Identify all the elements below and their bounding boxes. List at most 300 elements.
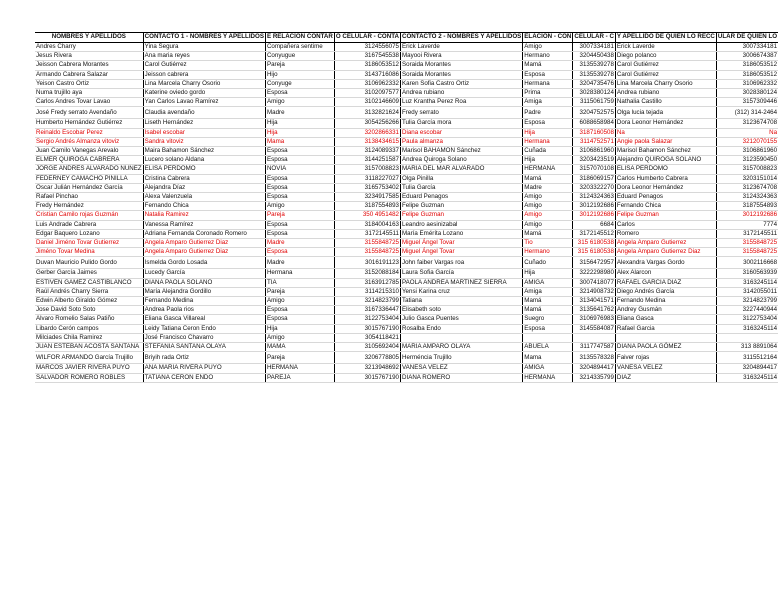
table-cell[interactable]: Madre	[523, 183, 573, 192]
table-cell[interactable]: Hermano	[523, 248, 573, 257]
table-cell[interactable]: Juan Camilo Vanegas Arevalo	[35, 147, 143, 156]
table-cell[interactable]: 3186069157	[573, 174, 616, 183]
table-cell[interactable]: 3106962332	[334, 79, 400, 88]
table-cell[interactable]: Erick Laverde	[401, 43, 523, 52]
table-cell[interactable]: Esposa	[523, 119, 573, 128]
table-cell[interactable]: 3167545538	[334, 52, 400, 61]
table-cell[interactable]: Amigo	[523, 193, 573, 202]
table-cell[interactable]: 3203151014	[716, 174, 778, 183]
table-cell[interactable]: ELISA PERDOMO	[143, 165, 265, 174]
table-cell[interactable]: 3105692404	[334, 343, 400, 352]
table-cell[interactable]	[716, 333, 778, 342]
table-cell[interactable]: Eliana Gasca Villareal	[143, 315, 265, 324]
table-cell[interactable]: Carlos Humberto Cabrera	[615, 174, 716, 183]
table-cell[interactable]: Amiga	[523, 98, 573, 107]
table-cell[interactable]: DIANA PAOLA GÓMEZ	[615, 343, 716, 352]
table-cell[interactable]: Romero	[615, 229, 716, 238]
table-cell[interactable]: Ismelda Gordo Losada	[143, 257, 265, 269]
table-cell[interactable]: Mamá	[523, 306, 573, 315]
table-cell[interactable]: 3204450438	[573, 52, 616, 61]
table-cell[interactable]: Lina Marcela Charry Osorio	[143, 79, 265, 88]
table-cell[interactable]: 3114215310	[334, 287, 400, 296]
table-cell[interactable]: Amigo	[265, 98, 334, 107]
table-cell[interactable]: 3234917585	[334, 193, 400, 202]
column-header[interactable]: NOMBRES Y APELLIDOS	[35, 33, 143, 43]
table-cell[interactable]: Cristian Camilo rojas Guzmán	[35, 211, 143, 220]
table-cell[interactable]: Mama	[523, 352, 573, 364]
table-cell[interactable]: 3124324363	[716, 193, 778, 202]
table-cell[interactable]: 3187554893	[334, 202, 400, 211]
table-cell[interactable]: Madre	[265, 107, 334, 119]
table-cell[interactable]: 3115061759	[573, 98, 616, 107]
table-cell[interactable]: WILFOR ARMANDO García Trujillo	[35, 352, 143, 364]
table-cell[interactable]: DIANA ROMERO	[401, 373, 523, 382]
table-cell[interactable]: 3106861960	[716, 147, 778, 156]
table-cell[interactable]: Claudia avendaño	[143, 107, 265, 119]
table-cell[interactable]: Carlos	[615, 220, 716, 229]
table-cell[interactable]: 3214823799	[716, 297, 778, 306]
table-cell[interactable]: 3132821624	[334, 107, 400, 119]
table-cell[interactable]: 3172145512	[573, 229, 616, 238]
table-cell[interactable]: 3006674387	[716, 52, 778, 61]
table-cell[interactable]: Mamá	[523, 61, 573, 70]
table-cell[interactable]: 3167336447	[334, 306, 400, 315]
table-cell[interactable]: Hija	[265, 128, 334, 137]
table-cell[interactable]: Esposa	[265, 89, 334, 98]
table-cell[interactable]: Andrea Paola rios	[143, 306, 265, 315]
table-cell[interactable]: Diana escobar	[401, 128, 523, 137]
table-cell[interactable]: José Fredy serrato Avendaño	[35, 107, 143, 119]
table-cell[interactable]: 3016191123	[334, 257, 400, 269]
column-header[interactable]: Y APELLIDO DE QUIEN LO RECC	[615, 33, 716, 43]
table-cell[interactable]: 3204735476	[573, 79, 616, 88]
table-cell[interactable]: 3157309446	[716, 98, 778, 107]
table-cell[interactable]: Hija	[265, 119, 334, 128]
table-cell[interactable]: Julio Gasca Puentes	[401, 315, 523, 324]
table-cell[interactable]: 315 6180538	[573, 239, 616, 248]
table-cell[interactable]: ESTIVEN GAMEZ CASTIBLANCO	[35, 278, 143, 287]
table-cell[interactable]: Faiver rojas	[615, 352, 716, 364]
table-cell[interactable]: Amigo	[523, 43, 573, 52]
table-cell[interactable]: 3155848725	[334, 239, 400, 248]
table-cell[interactable]: Duvan Mauricio Pulido Gordo	[35, 257, 143, 269]
table-cell[interactable]: Alvaro Romelio Salas Patiño	[35, 315, 143, 324]
table-cell[interactable]: Laura Sofia García	[401, 269, 523, 278]
table-cell[interactable]: Hermano	[523, 52, 573, 61]
table-cell[interactable]: (312) 314-2464	[716, 107, 778, 119]
table-cell[interactable]: 3135539278	[573, 61, 616, 70]
table-cell[interactable]: Raúl Andrés Charry Sierra	[35, 287, 143, 296]
table-cell[interactable]: Pareja	[265, 61, 334, 70]
table-cell[interactable]: Pareja	[265, 211, 334, 220]
table-cell[interactable]: Felipe Guzman	[401, 202, 523, 211]
table-cell[interactable]: Soraida Morantes	[401, 70, 523, 79]
table-cell[interactable]: Andrea Quiroga Solano	[401, 156, 523, 165]
table-cell[interactable]: Fernando Chica	[615, 202, 716, 211]
table-cell[interactable]: Na	[716, 128, 778, 137]
table-cell[interactable]: 3155848725	[716, 248, 778, 257]
table-cell[interactable]: 3163912785	[334, 278, 400, 287]
table-cell[interactable]: VANESA VELEZ	[401, 364, 523, 373]
table-cell[interactable]: Yina Segura	[143, 43, 265, 52]
table-cell[interactable]: Andrey Gusmán	[615, 306, 716, 315]
table-cell[interactable]: 3165753402	[334, 183, 400, 192]
table-cell[interactable]: Mamá	[523, 297, 573, 306]
table-cell[interactable]: Eliana Gasca	[615, 315, 716, 324]
table-cell[interactable]: 3204752575	[573, 107, 616, 119]
table-cell[interactable]: Esposa	[523, 324, 573, 333]
table-cell[interactable]: TATIANA CERON ENDO	[143, 373, 265, 382]
table-cell[interactable]: Luz Krantha Perez Roa	[401, 98, 523, 107]
table-cell[interactable]: Cuñado	[523, 257, 573, 269]
table-cell[interactable]: Fredy Hernández	[35, 202, 143, 211]
table-cell[interactable]: Esposa	[265, 174, 334, 183]
table-cell[interactable]: 3135539278	[573, 70, 616, 79]
table-cell[interactable]: Gerber García Jaimes	[35, 269, 143, 278]
table-cell[interactable]: Mama	[265, 137, 334, 146]
table-cell[interactable]: Reinaldo Escobar Perez	[35, 128, 143, 137]
table-cell[interactable]: José Francisco Chavarro	[143, 333, 265, 342]
table-cell[interactable]: Rafael Pinchao	[35, 193, 143, 202]
table-cell[interactable]: Yeison Castro Ortiz	[35, 79, 143, 88]
table-cell[interactable]: 3138434615	[334, 137, 400, 146]
table-cell[interactable]: Hija	[265, 324, 334, 333]
table-cell[interactable]: Hija	[523, 269, 573, 278]
table-cell[interactable]: 3144251587	[334, 156, 400, 165]
table-cell[interactable]: Daniel Jiméno Tovar Gutierrez	[35, 239, 143, 248]
table-cell[interactable]: PAREJA	[265, 373, 334, 382]
table-cell[interactable]: Jiméno Tovar Medina	[35, 248, 143, 257]
table-cell[interactable]: MAMA	[265, 343, 334, 352]
table-cell[interactable]: John faiber Vargas roa	[401, 257, 523, 269]
table-cell[interactable]: DIANA PAOLA SOLANO	[143, 278, 265, 287]
table-cell[interactable]: 3124324363	[573, 193, 616, 202]
table-cell[interactable]: Tulia García	[401, 183, 523, 192]
table-cell[interactable]: 3186053512	[334, 61, 400, 70]
table-cell[interactable]	[401, 333, 523, 342]
table-cell[interactable]: Amiga	[523, 287, 573, 296]
table-cell[interactable]: Fredy serrato	[401, 107, 523, 119]
table-cell[interactable]: 3184004163	[334, 220, 400, 229]
table-cell[interactable]: Na	[615, 128, 716, 137]
table-cell[interactable]: MARIA DEL MAR ALVARADO	[401, 165, 523, 174]
table-cell[interactable]	[615, 333, 716, 342]
table-cell[interactable]: Carol Gutiérrez	[615, 61, 716, 70]
table-cell[interactable]: 3222298980	[573, 269, 616, 278]
table-cell[interactable]: Cristina Cabrera	[143, 174, 265, 183]
table-cell[interactable]: Edgar Baquero Lozano	[35, 229, 143, 238]
table-cell[interactable]: Briyih rada Ortiz	[143, 352, 265, 364]
table-cell[interactable]: Elisabeth soto	[401, 306, 523, 315]
table-cell[interactable]: Edwin Alberto Giraldo Gómez	[35, 297, 143, 306]
table-cell[interactable]: 3007334181	[573, 43, 616, 52]
table-cell[interactable]: Angela Amparo Gutierrez Diaz	[143, 248, 265, 257]
table-cell[interactable]: 3012192686	[716, 211, 778, 220]
table-cell[interactable]: Compañera sentime	[265, 43, 334, 52]
table-cell[interactable]: Ana maria reyes	[143, 52, 265, 61]
column-header[interactable]: CELULAR - C	[573, 33, 616, 43]
table-cell[interactable]: Diego polanco	[615, 52, 716, 61]
table-cell[interactable]: Fernando Medina	[615, 297, 716, 306]
table-cell[interactable]: 3012192686	[573, 202, 616, 211]
table-cell[interactable]: 3123590450	[716, 156, 778, 165]
table-cell[interactable]: Esposa	[265, 193, 334, 202]
table-cell[interactable]: Lucedy García	[143, 269, 265, 278]
table-cell[interactable]: RAFAEL GARCIA DIAZ	[615, 278, 716, 287]
table-cell[interactable]: 3143716086	[334, 70, 400, 79]
table-cell[interactable]: Natalia Ramirez	[143, 211, 265, 220]
table-cell[interactable]: 3015767190	[334, 373, 400, 382]
table-cell[interactable]: Alexandra Vargas Gordo	[615, 257, 716, 269]
table-cell[interactable]: Fernando Chica	[143, 202, 265, 211]
table-cell[interactable]: 3012192686	[573, 211, 616, 220]
table-cell[interactable]: 3028380124	[716, 89, 778, 98]
table-cell[interactable]: 3135641762	[573, 306, 616, 315]
table-cell[interactable]: JUAN ESTEBAN ACOSTA SANTANA	[35, 343, 143, 352]
table-cell[interactable]: 3157008823	[716, 165, 778, 174]
table-cell[interactable]: Hermana	[265, 269, 334, 278]
table-cell[interactable]: 3187554893	[716, 202, 778, 211]
table-cell[interactable]: Esposa	[265, 220, 334, 229]
table-cell[interactable]: Amigo	[265, 333, 334, 342]
table-cell[interactable]: 3122753404	[716, 315, 778, 324]
table-cell[interactable]: Hermana	[523, 137, 573, 146]
table-cell[interactable]: 3114752571	[573, 137, 616, 146]
table-cell[interactable]: 3203322270	[573, 183, 616, 192]
table-cell[interactable]: Alejandra Díaz	[143, 183, 265, 192]
table-cell[interactable]: Madre	[265, 239, 334, 248]
column-header[interactable]: ELACION - CON	[523, 33, 573, 43]
table-cell[interactable]: Sergio Andrés Almanza vitoviz	[35, 137, 143, 146]
table-cell[interactable]: 3160563939	[716, 269, 778, 278]
table-cell[interactable]: 3204894417	[716, 364, 778, 373]
table-cell[interactable]: Mamá	[523, 229, 573, 238]
table-cell[interactable]: AMIGA	[523, 278, 573, 287]
table-cell[interactable]: Conyuge	[265, 79, 334, 88]
table-cell[interactable]: 3187160508	[573, 128, 616, 137]
table-cell[interactable]: María Alejandra Gordillo	[143, 287, 265, 296]
table-cell[interactable]: 3122753404	[334, 315, 400, 324]
table-cell[interactable]: Adriana Fernanda Coronado Romero	[143, 229, 265, 238]
table-cell[interactable]: 3124556075	[334, 43, 400, 52]
table-cell[interactable]: Maira Bahamon Sánchez	[143, 147, 265, 156]
table-cell[interactable]: 3214823799	[334, 297, 400, 306]
table-cell[interactable]: 3117747587	[573, 343, 616, 352]
table-cell[interactable]: Alex Alarcon	[615, 269, 716, 278]
table-cell[interactable]: Olga Pinilla	[401, 174, 523, 183]
table-cell[interactable]: Armando Cabrera Salazar	[35, 70, 143, 79]
table-cell[interactable]: 3106976983	[573, 315, 616, 324]
table-cell[interactable]: 3106962332	[716, 79, 778, 88]
table-cell[interactable]: 315 6180538	[573, 248, 616, 257]
table-cell[interactable]: Pareja	[265, 352, 334, 364]
table-cell[interactable]: STEFANIA SANTANA OLAYA	[143, 343, 265, 352]
table-cell[interactable]: Olga lucia tejada	[615, 107, 716, 119]
table-cell[interactable]: Tio	[523, 239, 573, 248]
table-cell[interactable]: 3186053512	[716, 61, 778, 70]
table-cell[interactable]: 3007334181	[716, 43, 778, 52]
table-cell[interactable]: Nathalia Castillo	[615, 98, 716, 107]
column-header[interactable]: CONTACTO 2 - NOMBRES Y APELLIDOS	[401, 33, 523, 43]
table-cell[interactable]: 3157008823	[334, 165, 400, 174]
table-cell[interactable]: 6684	[573, 220, 616, 229]
table-cell[interactable]: Esposa	[265, 156, 334, 165]
table-cell[interactable]: 3115512164	[716, 352, 778, 364]
table-cell[interactable]: Eduard Penagos	[615, 193, 716, 202]
table-cell[interactable]: 3054118421	[334, 333, 400, 342]
table-cell[interactable]: 3102097577	[334, 89, 400, 98]
table-cell[interactable]: DIAZ	[615, 373, 716, 382]
table-cell[interactable]: 313 8891064	[716, 343, 778, 352]
table-cell[interactable]: 3123674708	[716, 183, 778, 192]
table-cell[interactable]: Esposa	[265, 147, 334, 156]
table-cell[interactable]: Carol Gutiérrez	[615, 70, 716, 79]
table-cell[interactable]: Padre	[523, 107, 573, 119]
table-cell[interactable]: Jeisson Cabrera Morantes	[35, 61, 143, 70]
table-cell[interactable]: Marisol BAHAMON Sánchez	[401, 147, 523, 156]
table-cell[interactable]: 3054256266	[334, 119, 400, 128]
table-cell[interactable]: Katerine oviedo gordo	[143, 89, 265, 98]
table-cell[interactable]: 3145584087	[573, 324, 616, 333]
table-cell[interactable]: Rosalba Endo	[401, 324, 523, 333]
table-cell[interactable]: Madre	[265, 257, 334, 269]
table-cell[interactable]: SALVADOR ROMERO ROBLES	[35, 373, 143, 382]
table-cell[interactable]: Carol Gutiérrez	[143, 61, 265, 70]
table-cell[interactable]: Angie paola Salazar	[615, 137, 716, 146]
table-cell[interactable]: 3142055011	[716, 287, 778, 296]
table-cell[interactable]: Paula almanza	[401, 137, 523, 146]
table-cell[interactable]: Felipe Guzman	[615, 211, 716, 220]
table-cell[interactable]	[523, 333, 573, 342]
table-cell[interactable]	[573, 333, 616, 342]
table-cell[interactable]: Esposa	[265, 306, 334, 315]
table-cell[interactable]: Yan Carlos Lavao Ramírez	[143, 98, 265, 107]
table-cell[interactable]: Esposa	[265, 229, 334, 238]
table-cell[interactable]: 3135578328	[573, 352, 616, 364]
table-cell[interactable]: 3102146609	[334, 98, 400, 107]
table-cell[interactable]: Jesus Rivera	[35, 52, 143, 61]
table-cell[interactable]: 7774	[716, 220, 778, 229]
table-cell[interactable]: Felipe Guzman	[401, 211, 523, 220]
table-cell[interactable]: Mayooi Rivera	[401, 52, 523, 61]
table-cell[interactable]: HERMANA	[265, 364, 334, 373]
table-cell[interactable]: Mamá	[523, 174, 573, 183]
table-cell[interactable]: Amigo	[265, 297, 334, 306]
table-cell[interactable]: Isabel escobar	[143, 128, 265, 137]
table-cell[interactable]: Luis Andrade Cabrera	[35, 220, 143, 229]
table-cell[interactable]: Rafael Garcia	[615, 324, 716, 333]
column-header[interactable]: E RELACION CONTAR	[265, 33, 334, 43]
table-cell[interactable]: Eduard Penagos	[401, 193, 523, 202]
table-cell[interactable]: Erick Laverde	[615, 43, 716, 52]
table-cell[interactable]: Alexa Valenzuela	[143, 193, 265, 202]
table-cell[interactable]: MARIA AMPARO OLAYA	[401, 343, 523, 352]
table-cell[interactable]: Esposa	[265, 183, 334, 192]
table-cell[interactable]: Angela Amparo Gutierrez	[615, 239, 716, 248]
table-cell[interactable]: Oscar Julián Hernández García	[35, 183, 143, 192]
table-cell[interactable]: Pareja	[265, 287, 334, 296]
table-cell[interactable]: Karen Sofia Castro Ortiz	[401, 79, 523, 88]
table-cell[interactable]: 6088658984	[573, 119, 616, 128]
table-cell[interactable]: 3204894417	[573, 364, 616, 373]
table-cell[interactable]: Miguel Ángel Tovar	[401, 248, 523, 257]
table-cell[interactable]: 3163245114	[716, 278, 778, 287]
table-cell[interactable]: Sandra vitoviz	[143, 137, 265, 146]
table-cell[interactable]: Amigo	[265, 202, 334, 211]
table-cell[interactable]: 3152088184	[334, 269, 400, 278]
table-cell[interactable]: Soraida Morantes	[401, 61, 523, 70]
table-cell[interactable]: Lina Marcela Charry Osorio	[615, 79, 716, 88]
table-cell[interactable]: ELISA PERDOMO	[615, 165, 716, 174]
table-cell[interactable]: Angela Amparo Gutierrez Diaz	[615, 248, 716, 257]
table-cell[interactable]: Jeisson cabrera	[143, 70, 265, 79]
table-cell[interactable]: Vanessa Ramírez	[143, 220, 265, 229]
table-cell[interactable]: 3118227027	[334, 174, 400, 183]
table-cell[interactable]: FEDERNEY CAMACHO PINILLA	[35, 174, 143, 183]
table-cell[interactable]: 3227440944	[716, 306, 778, 315]
table-cell[interactable]: Hija	[523, 128, 573, 137]
table-cell[interactable]: Amigo	[523, 211, 573, 220]
table-cell[interactable]: Hijo	[265, 70, 334, 79]
table-cell[interactable]: 3123674708	[716, 119, 778, 128]
table-cell[interactable]: Miguel Ángel Tovar	[401, 239, 523, 248]
table-cell[interactable]: 3163245114	[716, 324, 778, 333]
table-cell[interactable]: 3156472957	[573, 257, 616, 269]
table-cell[interactable]: Numa trujillo aya	[35, 89, 143, 98]
table-cell[interactable]: 3212070155	[716, 137, 778, 146]
table-cell[interactable]: 3106861960	[573, 147, 616, 156]
column-header[interactable]: O CELULAR - CONTA	[334, 33, 400, 43]
table-cell[interactable]: 350 4951482	[334, 211, 400, 220]
table-cell[interactable]: 3134041571	[573, 297, 616, 306]
table-cell[interactable]: 3015767190	[334, 324, 400, 333]
table-cell[interactable]: Esposa	[523, 70, 573, 79]
table-cell[interactable]: 3002116668	[716, 257, 778, 269]
table-cell[interactable]: Liseth Hernández	[143, 119, 265, 128]
table-cell[interactable]: Esposa	[265, 315, 334, 324]
table-cell[interactable]: 3213948692	[334, 364, 400, 373]
table-cell[interactable]: 3214908732	[573, 287, 616, 296]
table-cell[interactable]: Marisol Bahamon Sánchez	[615, 147, 716, 156]
table-cell[interactable]: Hermana	[523, 79, 573, 88]
table-cell[interactable]: NOVIA	[265, 165, 334, 174]
table-cell[interactable]: Cuñada	[523, 147, 573, 156]
table-cell[interactable]: 3172145511	[716, 229, 778, 238]
table-cell[interactable]: 3186053512	[716, 70, 778, 79]
table-cell[interactable]: Angela Amparo Gutierrez Diaz	[143, 239, 265, 248]
table-cell[interactable]: Andres Charry	[35, 43, 143, 52]
table-cell[interactable]: 3124089337	[334, 147, 400, 156]
table-cell[interactable]: ELMER QUIROGA CABRERA	[35, 156, 143, 165]
table-cell[interactable]: Amigo	[523, 220, 573, 229]
table-cell[interactable]: Milciades Chila Ramirez	[35, 333, 143, 342]
table-cell[interactable]: 3157070108	[573, 165, 616, 174]
table-cell[interactable]: Conyugue	[265, 52, 334, 61]
table-cell[interactable]: Prima	[523, 89, 573, 98]
table-cell[interactable]: Fernando Medina	[143, 297, 265, 306]
table-cell[interactable]: Amigo	[523, 202, 573, 211]
table-cell[interactable]: Yensi Karina cruz	[401, 287, 523, 296]
table-cell[interactable]: Herméncia Trujillo	[401, 352, 523, 364]
table-cell[interactable]: María Eméríta Lozano	[401, 229, 523, 238]
table-cell[interactable]: Carlos Andres Tovar Lavao	[35, 98, 143, 107]
table-cell[interactable]: Diego Andrés García	[615, 287, 716, 296]
table-cell[interactable]: Humberto Hernández Gutiérrez	[35, 119, 143, 128]
table-cell[interactable]: 3203423519	[573, 156, 616, 165]
table-cell[interactable]: Leandro aesinizabal	[401, 220, 523, 229]
table-cell[interactable]: Alejandro QUIROGA SOLANO	[615, 156, 716, 165]
column-header[interactable]: CONTACTO 1 - NOMBRES Y APELLIDOS	[143, 33, 265, 43]
